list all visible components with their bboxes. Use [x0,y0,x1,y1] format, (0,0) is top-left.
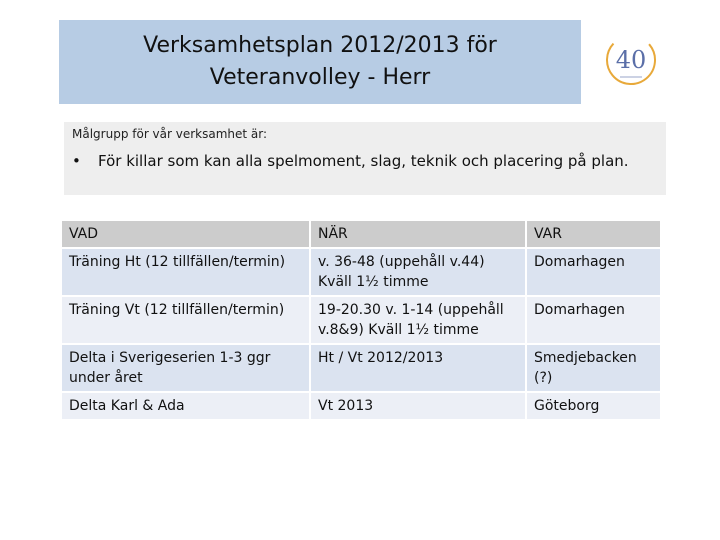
table-row [61,392,661,420]
page-title-line-1: Verksamhetsplan 2012/2013 för [143,33,497,58]
logo-number: 40 [615,46,647,74]
target-group-box [64,122,666,195]
table-cell-var: Domarhagen [526,248,661,296]
table-cell-var: Domarhagen [526,296,661,344]
target-group-label: Målgrupp för vår verksamhet är: [72,127,268,141]
table-cell-var: Smedjebacken (?) [526,344,661,392]
table-cell-nar: Ht / Vt 2012/2013 [310,344,526,392]
target-group-item [72,152,629,170]
title-banner [59,20,581,104]
table-row [61,344,661,392]
column-header-nar: NÄR [310,220,526,248]
table-row [61,248,661,296]
activity-plan-table [60,219,662,421]
table-cell-vad: Träning Ht (12 tillfällen/termin) [61,248,310,296]
table-cell-nar: v. 36-48 (uppehåll v.44) Kväll 1½ timme [310,248,526,296]
table-row [61,296,661,344]
table-header-row [61,220,661,248]
target-group-text: För killar som kan alla spelmoment, slag, teknik och placering på plan. [98,152,629,170]
column-header-vad: VAD [61,220,310,248]
table-cell-vad: Delta i Sverigeserien 1-3 ggr under året [61,344,310,392]
table-cell-vad: Delta Karl & Ada [61,392,310,420]
column-header-var: VAR [526,220,661,248]
table-cell-vad: Träning Vt (12 tillfällen/termin) [61,296,310,344]
page-title-line-2: Veteranvolley - Herr [209,65,431,90]
table-cell-var: Göteborg [526,392,661,420]
table-cell-nar: 19-20.30 v. 1-14 (uppehåll v.8&9) Kväll 1½ timme [310,296,526,344]
table-cell-nar: Vt 2013 [310,392,526,420]
bullet-icon: • [72,152,81,170]
anniversary-40-logo-icon [600,30,662,92]
